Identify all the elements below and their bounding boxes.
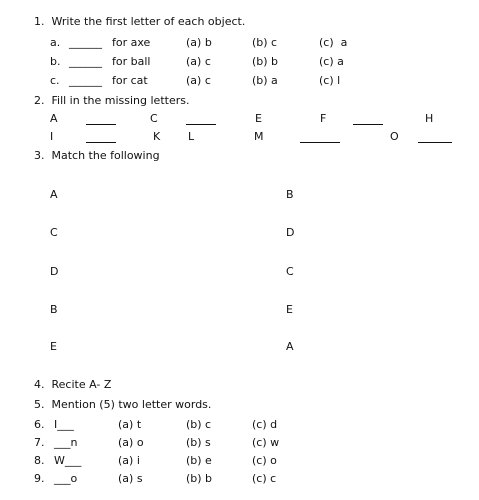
q1-row-a-object: for axe [112, 36, 151, 49]
q2-row1-letter-4: F [320, 112, 327, 125]
q1-row-a-option-b: (b) c [252, 36, 278, 49]
question-8-option-b: (b) e [186, 454, 212, 467]
question-1-title: 1. Write the first letter of each object. [34, 15, 246, 28]
question-8-number: 8. [34, 454, 45, 467]
q1-row-b-blank: ______ [69, 55, 102, 68]
question-4-title: 4. Recite A- Z [34, 378, 112, 391]
q2-row2-letter-1: I [50, 130, 54, 143]
question-8-item: W___ [54, 454, 82, 467]
match-right-item-5: A [286, 340, 294, 353]
question-8-option-a: (a) i [118, 454, 140, 467]
q1-row-c-blank: ______ [69, 74, 102, 87]
question-5-title: 5. Mention (5) two letter words. [34, 398, 212, 411]
q1-row-b-option-b: (b) b [252, 55, 279, 68]
q1-row-a-option-a: (a) b [186, 36, 212, 49]
q2-row2-letter-3: L [188, 130, 195, 143]
q1-row-b-option-a: (a) c [186, 55, 211, 68]
q2-row2-letter-2: K [153, 130, 161, 143]
q2-row2-blank-1 [86, 142, 116, 143]
question-3-title: 3. Match the following [34, 149, 160, 162]
q2-row2-letter-4: M [254, 130, 264, 143]
match-left-item-5: E [50, 340, 57, 353]
match-right-item-1: B [286, 188, 294, 201]
q2-row2-letter-5: O [390, 130, 399, 143]
question-6-option-a: (a) t [118, 418, 142, 431]
question-6-number: 6. [34, 418, 45, 431]
q1-row-a-option-c: (c) a [319, 36, 348, 49]
q1-row-b-option-c: (c) a [319, 55, 344, 68]
question-9-item: ___o [54, 472, 78, 485]
match-left-item-1: A [50, 188, 58, 201]
q1-row-b-letter: b. [50, 55, 61, 68]
match-right-item-2: D [286, 226, 295, 239]
q1-row-a-letter: a. [50, 36, 61, 49]
question-7-number: 7. [34, 436, 45, 449]
q1-row-c-option-c: (c) l [319, 74, 341, 87]
question-9-number: 9. [34, 472, 45, 485]
match-left-item-2: C [50, 226, 58, 239]
match-left-item-4: B [50, 303, 58, 316]
question-7-option-b: (b) s [186, 436, 211, 449]
question-7-option-a: (a) o [118, 436, 144, 449]
q1-row-c-letter: c. [50, 74, 60, 87]
question-9-option-b: (b) b [186, 472, 213, 485]
q2-row1-blank-2 [186, 124, 216, 125]
q1-row-c-object: for cat [112, 74, 148, 87]
q1-row-b-object: for ball [112, 55, 151, 68]
question-7-option-c: (c) w [252, 436, 280, 449]
q2-row2-blank-3 [418, 142, 452, 143]
question-8-option-c: (c) o [252, 454, 277, 467]
question-7-item: ___n [54, 436, 78, 449]
question-2-title: 2. Fill in the missing letters. [34, 94, 190, 107]
q2-row1-letter-1: A [50, 112, 58, 125]
q2-row1-blank-1 [86, 124, 116, 125]
q1-row-a-blank: ______ [69, 36, 102, 49]
q2-row1-blank-3 [353, 124, 383, 125]
question-6-option-b: (b) c [186, 418, 212, 431]
match-right-item-4: E [286, 303, 293, 316]
match-right-item-3: C [286, 265, 294, 278]
q2-row2-blank-2 [300, 142, 340, 143]
question-9-option-a: (a) s [118, 472, 143, 485]
q1-row-c-option-b: (b) a [252, 74, 278, 87]
q2-row1-letter-2: C [150, 112, 158, 125]
match-left-item-3: D [50, 265, 59, 278]
q2-row1-letter-3: E [255, 112, 262, 125]
q2-row1-letter-5: H [425, 112, 434, 125]
question-6-option-c: (c) d [252, 418, 278, 431]
question-9-option-c: (c) c [252, 472, 277, 485]
q1-row-c-option-a: (a) c [186, 74, 211, 87]
question-6-item: I___ [54, 418, 74, 431]
